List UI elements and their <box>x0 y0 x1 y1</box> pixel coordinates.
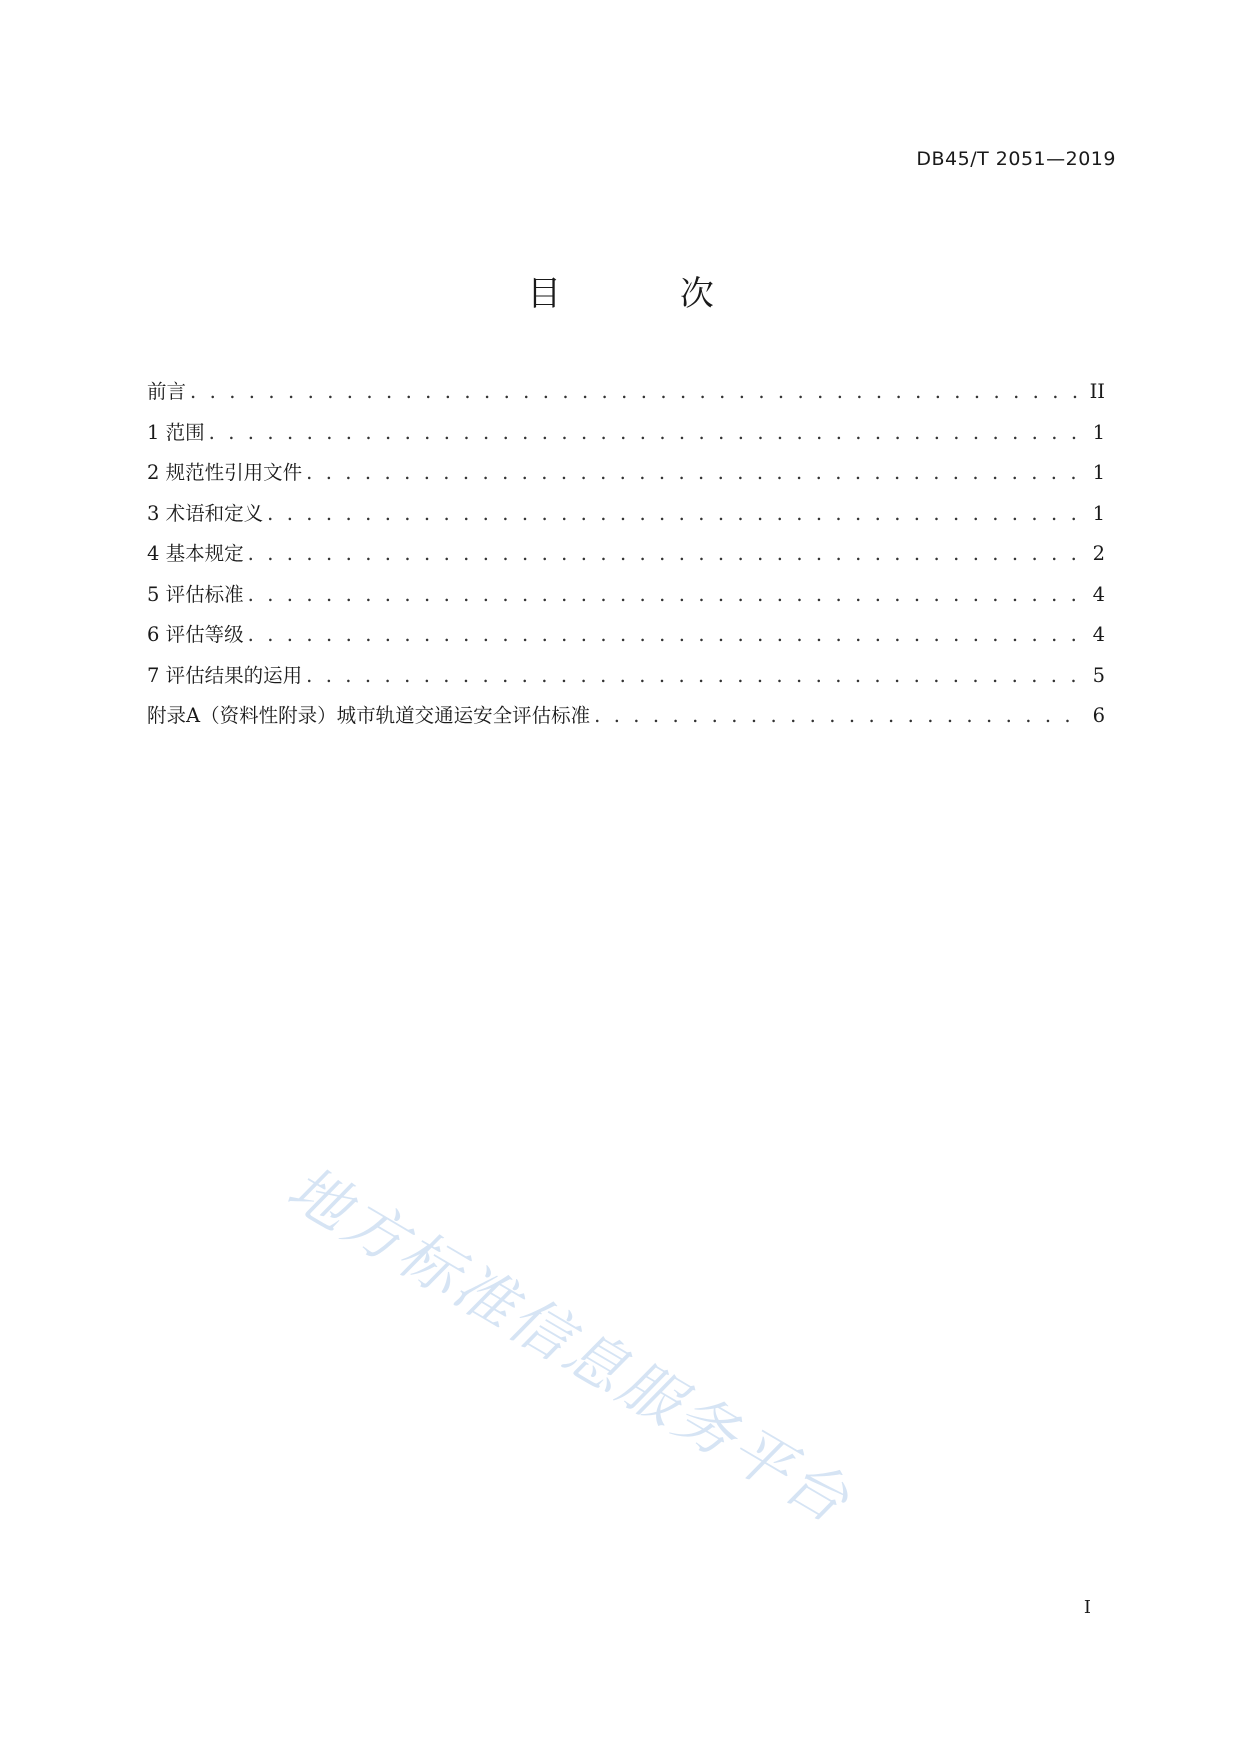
toc-entry-label: 3 术语和定义 <box>147 501 264 525</box>
table-of-contents <box>147 372 1105 737</box>
toc-entry-basic-provisions[interactable] <box>147 534 1105 575</box>
toc-entry-label: 1 范围 <box>147 420 205 444</box>
toc-entry-page: II <box>1089 380 1105 403</box>
toc-entry-scope[interactable] <box>147 413 1105 454</box>
toc-entry-label: 4 基本规定 <box>147 542 244 565</box>
dot-leader <box>248 534 1083 575</box>
toc-entry-label: 附录A（资料性附录）城市轨道交通运安全评估标准 <box>147 704 591 727</box>
toc-entry-page: 4 <box>1092 582 1105 606</box>
dot-leader <box>594 696 1083 737</box>
dot-leader <box>209 413 1083 454</box>
toc-entry-evaluation-grades[interactable] <box>147 615 1105 656</box>
toc-title: 目 次 <box>527 274 768 314</box>
toc-entry-label: 6 评估等级 <box>147 623 244 646</box>
toc-entry-page: 1 <box>1092 420 1105 444</box>
toc-entry-page: 2 <box>1092 542 1105 565</box>
toc-entry-appendix-a[interactable] <box>147 696 1105 737</box>
toc-entry-page: 5 <box>1092 663 1105 687</box>
toc-entry-normative-references[interactable] <box>147 453 1105 494</box>
toc-entry-page: 1 <box>1092 501 1105 525</box>
toc-entry-page: 6 <box>1092 704 1105 727</box>
dot-leader <box>306 656 1083 697</box>
toc-entry-label: 5 评估标准 <box>147 582 244 606</box>
dot-leader <box>190 372 1082 413</box>
toc-entry-page: 1 <box>1092 461 1105 484</box>
watermark: 地方标准信息服务平台 <box>275 1153 863 1539</box>
toc-entry-terms-definitions[interactable] <box>147 494 1105 535</box>
toc-entry-page: 4 <box>1092 623 1105 646</box>
toc-entry-evaluation-criteria[interactable] <box>147 575 1105 616</box>
toc-entry-label: 前言 <box>147 380 187 403</box>
document-code: DB45/T 2051—2019 <box>916 148 1116 170</box>
dot-leader <box>267 494 1083 535</box>
toc-entry-application-of-results[interactable] <box>147 656 1105 697</box>
toc-entry-label: 2 规范性引用文件 <box>147 461 303 484</box>
page-number: I <box>1083 1597 1091 1618</box>
dot-leader <box>306 453 1083 494</box>
toc-entry-label: 7 评估结果的运用 <box>147 663 303 687</box>
toc-entry-foreword[interactable] <box>147 372 1105 413</box>
dot-leader <box>248 615 1083 656</box>
dot-leader <box>248 575 1083 616</box>
